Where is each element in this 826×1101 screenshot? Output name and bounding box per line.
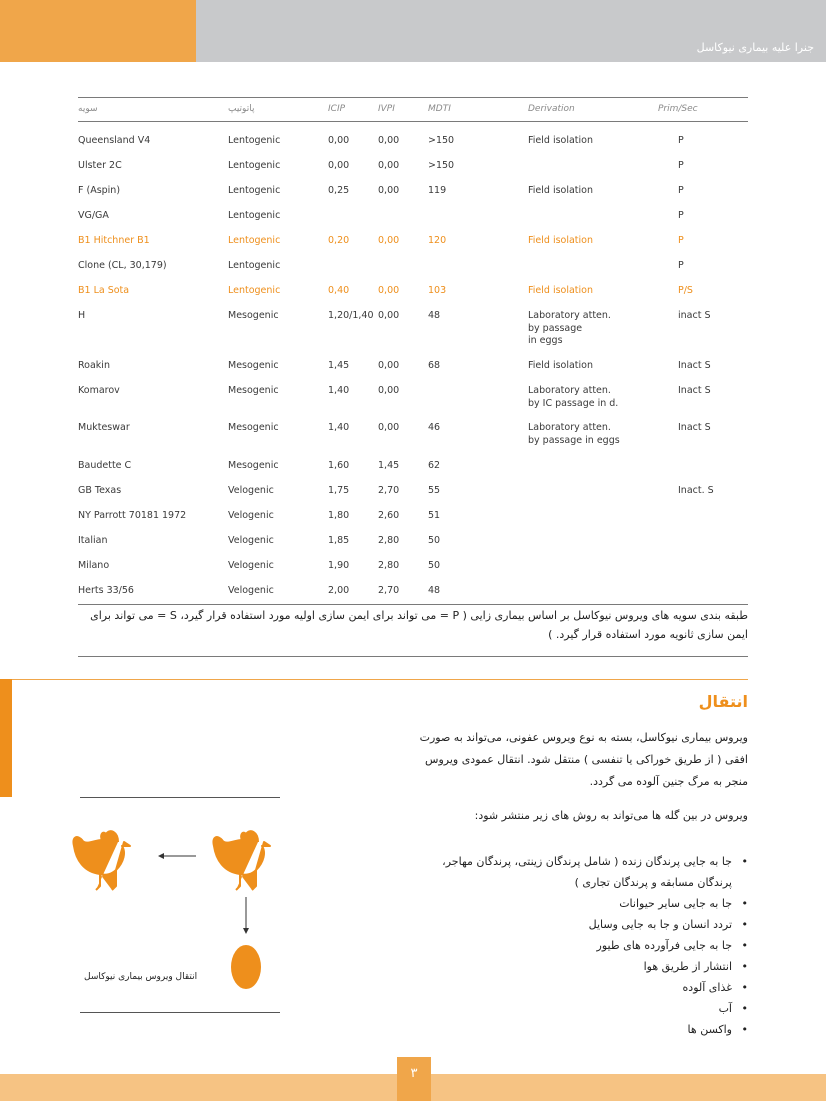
section-paragraph: ویروس بیماری نیوکاسل، بسته به نوع ویروس عفونی، می‌تواند به صورت افقی ( از طریق خوراکی یا تنفسی ) منتقل شود. انتقال عمودی ویروس منجر به مرگ جنین آلوده می گردد. bbox=[419, 731, 748, 788]
cell-mdti: >150 bbox=[428, 135, 455, 146]
bullet-dot-icon: • bbox=[741, 939, 748, 952]
cell-icip: 0,00 bbox=[328, 135, 350, 146]
cell-mdti: 48 bbox=[428, 585, 441, 596]
caption-top-rule bbox=[78, 604, 748, 605]
list-item bbox=[428, 977, 748, 998]
cell-pathotype: Lentogenic bbox=[228, 160, 281, 171]
section-title: انتقال bbox=[698, 692, 748, 711]
cell-prim-sec: P bbox=[678, 210, 684, 221]
cell-prim-sec: Inact S bbox=[678, 422, 711, 433]
caption-text: طبقه بندی سویه های ویروس نیوکاسل بر اساس بیماری زایی ( P = می تواند برای ایمن سازی اولیه مورد استفاده قرار گیرد، S = می تواند برای ایمن سازی ثانویه مورد استفاده قرار گیرد. ) bbox=[90, 609, 748, 641]
chicken-icon-left bbox=[73, 831, 130, 890]
cell-mdti: 119 bbox=[428, 185, 447, 196]
cell-ivpi: 0,00 bbox=[378, 185, 400, 196]
list-item-text: جا به جایی فرآورده های طیور bbox=[596, 939, 732, 952]
cell-strain: VG/GA bbox=[78, 210, 109, 221]
cell-prim-sec: P/S bbox=[678, 285, 693, 296]
arrow-down-icon bbox=[243, 897, 249, 934]
cell-icip: 0,00 bbox=[328, 160, 350, 171]
header-mdti: MDTI bbox=[428, 104, 451, 114]
cell-ivpi: 0,00 bbox=[378, 360, 400, 371]
cell-ivpi: 0,00 bbox=[378, 422, 400, 433]
header-orange-band bbox=[0, 0, 196, 62]
cell-mdti: >150 bbox=[428, 160, 455, 171]
cell-icip: 1,45 bbox=[328, 360, 350, 371]
cell-icip: 1,75 bbox=[328, 485, 350, 496]
cell-ivpi: 2,60 bbox=[378, 510, 400, 521]
figure-caption: انتقال ویروس بیماری نیوکاسل bbox=[84, 972, 198, 982]
figure-top-rule bbox=[80, 797, 280, 798]
cell-strain: Queensland V4 bbox=[78, 135, 151, 146]
header-icip: ICIP bbox=[328, 104, 346, 114]
cell-icip: 1,60 bbox=[328, 460, 350, 471]
cell-derivation: Laboratory atten. by passage in eggs bbox=[528, 422, 620, 446]
cell-ivpi: 2,80 bbox=[378, 535, 400, 546]
section-intro: ویروس در بین گله ها می‌تواند به روش های زیر منتشر شود: bbox=[474, 809, 748, 822]
cell-mdti: 62 bbox=[428, 460, 441, 471]
cell-pathotype: Mesogenic bbox=[228, 310, 279, 321]
figure-bottom-rule bbox=[80, 1012, 280, 1013]
list-item-text: جا به جایی پرندگان زنده ( شامل پرندگان زینتی، پرندگان مهاجر، پرندگان مسابقه و پرندگان تجاری ) bbox=[442, 855, 732, 889]
bullet-dot-icon: • bbox=[741, 981, 748, 994]
section-divider bbox=[12, 679, 748, 680]
cell-icip: 1,20/1,40 bbox=[328, 310, 374, 321]
cell-strain: H bbox=[78, 310, 86, 321]
cell-strain: Milano bbox=[78, 560, 110, 571]
cell-mdti: 55 bbox=[428, 485, 441, 496]
cell-derivation: Field isolation bbox=[528, 135, 594, 146]
list-item bbox=[428, 1019, 748, 1040]
cell-prim-sec: P bbox=[678, 160, 684, 171]
cell-icip: 1,80 bbox=[328, 510, 350, 521]
cell-strain: Ulster 2C bbox=[78, 160, 122, 171]
cell-strain: Mukteswar bbox=[78, 422, 130, 433]
egg-icon bbox=[231, 945, 261, 989]
list-item-text: غذای آلوده bbox=[682, 981, 732, 994]
list-item bbox=[428, 935, 748, 956]
strains-table bbox=[78, 97, 748, 596]
cell-mdti: 46 bbox=[428, 422, 441, 433]
cell-icip: 0,40 bbox=[328, 285, 350, 296]
cell-icip: 0,25 bbox=[328, 185, 350, 196]
cell-pathotype: Mesogenic bbox=[228, 460, 279, 471]
cell-prim-sec: P bbox=[678, 135, 684, 146]
list-item-text: واکسن ها bbox=[687, 1023, 732, 1036]
list-item bbox=[428, 893, 748, 914]
cell-strain: NY Parrott 70181 1972 bbox=[78, 510, 187, 521]
cell-ivpi: 0,00 bbox=[378, 235, 400, 246]
cell-prim-sec: Inact S bbox=[678, 385, 711, 396]
list-item bbox=[428, 914, 748, 935]
cell-ivpi: 2,80 bbox=[378, 560, 400, 571]
cell-pathotype: Lentogenic bbox=[228, 210, 281, 221]
cell-pathotype: Velogenic bbox=[228, 485, 274, 496]
cell-strain: Komarov bbox=[78, 385, 120, 396]
cell-derivation: Laboratory atten. by passage in eggs bbox=[528, 310, 611, 346]
cell-pathotype: Mesogenic bbox=[228, 422, 279, 433]
cell-pathotype: Lentogenic bbox=[228, 285, 281, 296]
header-title: جنرا علیه بیماری نیوکاسل bbox=[696, 41, 814, 54]
bullet-dot-icon: • bbox=[741, 897, 748, 910]
cell-derivation: Field isolation bbox=[528, 360, 594, 371]
cell-pathotype: Lentogenic bbox=[228, 185, 281, 196]
cell-icip: 1,40 bbox=[328, 385, 350, 396]
cell-pathotype: Velogenic bbox=[228, 510, 274, 521]
bullet-dot-icon: • bbox=[741, 1023, 748, 1036]
cell-prim-sec: inact S bbox=[678, 310, 711, 321]
table-header-row bbox=[78, 97, 748, 122]
list-item-text: آب bbox=[718, 1002, 732, 1015]
cell-pathotype: Lentogenic bbox=[228, 135, 281, 146]
bullet-dot-icon: • bbox=[741, 1002, 748, 1015]
header-derivation: Derivation bbox=[528, 104, 575, 114]
header-prim-sec: Prim/Sec bbox=[658, 104, 698, 114]
cell-prim-sec: P bbox=[678, 260, 684, 271]
cell-pathotype: Velogenic bbox=[228, 560, 274, 571]
cell-mdti: 51 bbox=[428, 510, 441, 521]
table-caption bbox=[78, 606, 748, 657]
cell-prim-sec: Inact S bbox=[678, 360, 711, 371]
cell-strain: GB Texas bbox=[78, 485, 122, 496]
header-grey-band bbox=[196, 0, 826, 62]
chicken-icon-right bbox=[213, 831, 270, 890]
cell-pathotype: Velogenic bbox=[228, 585, 274, 596]
side-accent-bar bbox=[0, 679, 12, 797]
arrow-left-icon bbox=[158, 853, 196, 859]
cell-ivpi: 2,70 bbox=[378, 485, 400, 496]
cell-strain: B1 Hitchner B1 bbox=[78, 235, 150, 246]
cell-icip: 1,90 bbox=[328, 560, 350, 571]
cell-ivpi: 0,00 bbox=[378, 135, 400, 146]
cell-derivation: Field isolation bbox=[528, 285, 594, 296]
cell-strain: F (Aspin) bbox=[78, 185, 121, 196]
cell-strain: Clone (CL, 30,179) bbox=[78, 260, 167, 271]
list-item-text: تردد انسان و جا به جایی وسایل bbox=[588, 918, 732, 931]
cell-prim-sec: P bbox=[678, 185, 684, 196]
header-pathotype: پاتوتیپ bbox=[228, 104, 255, 114]
cell-mdti: 48 bbox=[428, 310, 441, 321]
bullet-dot-icon: • bbox=[741, 960, 748, 973]
cell-ivpi: 2,70 bbox=[378, 585, 400, 596]
cell-mdti: 50 bbox=[428, 560, 441, 571]
cell-prim-sec: P bbox=[678, 235, 684, 246]
cell-derivation: Field isolation bbox=[528, 235, 594, 246]
cell-derivation: Laboratory atten. by IC passage in d. bbox=[528, 385, 619, 409]
list-item bbox=[428, 998, 748, 1019]
cell-mdti: 50 bbox=[428, 535, 441, 546]
list-item bbox=[428, 956, 748, 977]
cell-pathotype: Mesogenic bbox=[228, 360, 279, 371]
cell-ivpi: 0,00 bbox=[378, 310, 400, 321]
cell-ivpi: 0,00 bbox=[378, 385, 400, 396]
cell-mdti: 103 bbox=[428, 285, 447, 296]
cell-mdti: 68 bbox=[428, 360, 441, 371]
list-item-text: انتشار از طریق هوا bbox=[643, 960, 732, 973]
cell-icip: 1,85 bbox=[328, 535, 350, 546]
cell-ivpi: 1,45 bbox=[378, 460, 400, 471]
header-strain: سویه bbox=[78, 104, 98, 114]
cell-strain: Italian bbox=[78, 535, 108, 546]
cell-strain: B1 La Sota bbox=[78, 285, 130, 296]
bullet-dot-icon: • bbox=[741, 918, 748, 931]
cell-ivpi: 0,00 bbox=[378, 285, 400, 296]
cell-prim-sec: Inact. S bbox=[678, 485, 714, 496]
cell-pathotype: Mesogenic bbox=[228, 385, 279, 396]
cell-pathotype: Velogenic bbox=[228, 535, 274, 546]
bullet-dot-icon: • bbox=[741, 855, 748, 868]
cell-derivation: Field isolation bbox=[528, 185, 594, 196]
list-item bbox=[428, 851, 748, 893]
transmission-list bbox=[428, 851, 748, 1040]
cell-strain: Baudette C bbox=[78, 460, 132, 471]
list-item-text: جا به جایی سایر حیوانات bbox=[619, 897, 732, 910]
cell-pathotype: Lentogenic bbox=[228, 235, 281, 246]
cell-strain: Roakin bbox=[78, 360, 110, 371]
cell-mdti: 120 bbox=[428, 235, 447, 246]
cell-ivpi: 0,00 bbox=[378, 160, 400, 171]
cell-icip: 0,20 bbox=[328, 235, 350, 246]
header-ivpi: IVPI bbox=[378, 104, 395, 114]
cell-icip: 2,00 bbox=[328, 585, 350, 596]
cell-strain: Herts 33/56 bbox=[78, 585, 134, 596]
page-number: ۳ bbox=[397, 1057, 431, 1101]
cell-pathotype: Lentogenic bbox=[228, 260, 281, 271]
cell-icip: 1,40 bbox=[328, 422, 350, 433]
